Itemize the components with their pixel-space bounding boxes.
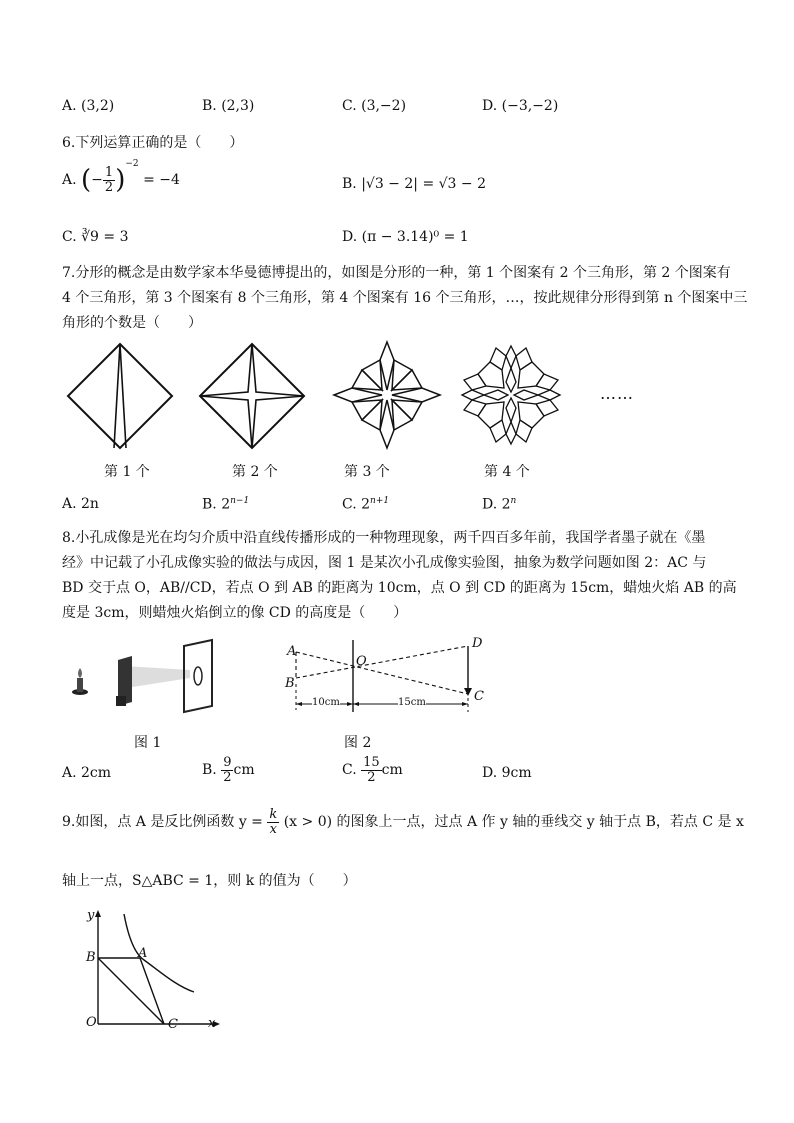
point-label-b: B	[285, 676, 295, 691]
axis-label-y: y	[87, 908, 95, 923]
point-label-o: O	[356, 654, 367, 669]
origin-label-o: O	[86, 1015, 97, 1030]
inverse-function-graph	[76, 906, 226, 1036]
q6-option-a-fraction: $\frac{1}{2}$	[104, 165, 114, 195]
figure-1-caption: 图 1	[134, 735, 162, 751]
fractal-figure-4	[458, 342, 564, 448]
distance-label-15cm: 15cm	[398, 697, 426, 708]
q6-option-a-rhs: = −4	[143, 172, 180, 189]
point-label-d: D	[472, 636, 483, 651]
q8-stem-line-4: 度是 3cm，则蜡烛火焰倒立的像 CD 的高度是（ ）	[62, 605, 408, 621]
figure-2-caption: 图 2	[344, 735, 372, 751]
q8-stem-line-2: 经》中记载了小孔成像实验的做法与成因，图 1 是某次小孔成像实验图，抽象为数学问题如图 2：AC 与	[62, 555, 707, 571]
q7-option-b[interactable]: B. $2^{n-1}$	[202, 496, 250, 513]
q8-stem-line-3: BD 交于点 O，AB//CD，若点 O 到 AB 的距离为 10cm，点 O 到 CD 的距离为 15cm，蜡烛火焰 AB 的高	[62, 580, 737, 596]
fractal-caption-4: 第 4 个	[484, 464, 530, 480]
pinhole-experiment-figure	[66, 640, 216, 714]
point-label-a-q9: A	[138, 946, 148, 961]
q8-option-d[interactable]: D. 9cm	[482, 765, 532, 781]
q7-option-a[interactable]: A. 2n	[62, 496, 99, 512]
q5-option-d[interactable]: D. (−3,−2)	[482, 98, 559, 114]
q6-stem: 6.下列运算正确的是（ ）	[62, 135, 244, 151]
fractal-caption-2: 第 2 个	[232, 464, 278, 480]
q6-option-a-label: A.	[62, 172, 77, 189]
q6-option-c[interactable]: C. ∛9 = 3	[62, 229, 129, 245]
q9-stem-line-1: 9.如图，点 A 是反比例函数 y = $\frac{k}{x}$ (x > 0) 的图象上一点，过点 A 作 y 轴的垂线交 y 轴于点 B，若点 C 是 x	[62, 807, 744, 837]
point-label-c: C	[474, 689, 484, 704]
q5-option-b[interactable]: B. (2,3)	[202, 98, 255, 114]
fractal-caption-3: 第 3 个	[344, 464, 390, 480]
q8-option-b[interactable]: B. $\frac{9}{2}$ cm	[202, 755, 255, 785]
q6-option-b[interactable]: B. |√3 − 2| = √3 − 2	[342, 176, 486, 192]
fractal-caption-1: 第 1 个	[104, 464, 150, 480]
fractal-figure-1	[68, 344, 172, 448]
point-label-c-q9: C	[168, 1017, 178, 1032]
q7-option-c[interactable]: C. $2^{n+1}$	[342, 496, 390, 513]
q7-option-d[interactable]: D. 2$^n$	[482, 496, 517, 513]
q7-stem-line-2: 4 个三角形，第 3 个图案有 8 个三角形，第 4 个图案有 16 个三角形，…，按此规律分形得到第 n 个图案中三	[62, 290, 748, 306]
q9-stem-line-2: 轴上一点，S△ABC = 1，则 k 的值为（ ）	[62, 873, 357, 889]
q7-stem-line-1: 7.分形的概念是由数学家本华曼德博提出的，如图是分形的一种，第 1 个图案有 2 个三角形，第 2 个图案有	[62, 265, 731, 281]
fractal-figure-3	[334, 342, 440, 448]
q5-option-c[interactable]: C. (3,−2)	[342, 98, 407, 114]
q6-option-d[interactable]: D. (π − 3.14)⁰ = 1	[342, 229, 469, 245]
distance-label-10cm: 10cm	[312, 697, 340, 708]
q6-option-a[interactable]: A. (− $\frac{1}{2}$ )$^{-2}$ = −4	[62, 159, 180, 196]
q9-k-over-x: $\frac{k}{x}$	[269, 807, 278, 837]
q7-stem-line-3: 角形的个数是（ ）	[62, 315, 202, 331]
q8-option-a[interactable]: A. 2cm	[62, 765, 112, 781]
axis-label-x: x	[208, 1016, 216, 1031]
point-label-a: A	[287, 644, 297, 659]
fractal-figure-2	[200, 344, 304, 448]
q5-option-a[interactable]: A. (3,2)	[62, 98, 115, 114]
q8-option-c[interactable]: C. $\frac{15}{2}$ cm	[342, 755, 403, 785]
point-label-b-q9: B	[86, 950, 96, 965]
fractal-ellipsis: ……	[600, 384, 634, 403]
q8-stem-line-1: 8.小孔成像是光在均匀介质中沿直线传播形成的一种物理现象，两千四百多年前，我国学者墨子就在《墨	[62, 530, 706, 546]
